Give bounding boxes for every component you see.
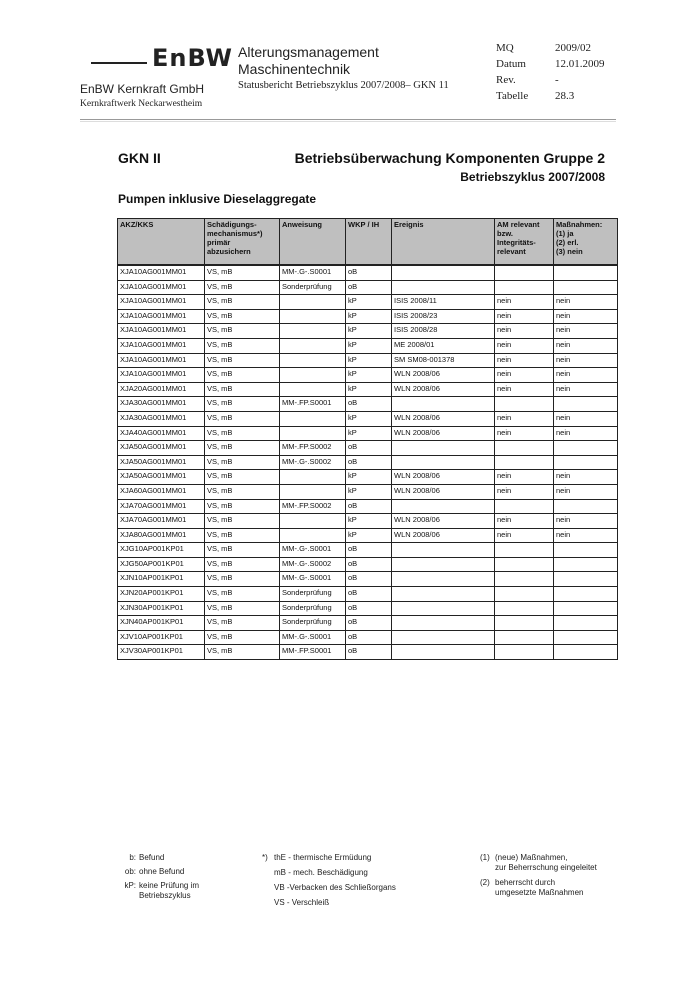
col-measures-cell: nein	[554, 514, 618, 529]
col-instruction-cell	[280, 353, 346, 368]
legend-mechanism-key	[262, 898, 274, 908]
table-row	[118, 295, 618, 310]
col-mechanism-cell: VS, mB	[205, 557, 280, 572]
col-event-cell	[392, 557, 495, 572]
col-event-cell	[392, 441, 495, 456]
col-instruction-cell: Sonderprüfung	[280, 601, 346, 616]
header-divider-light	[80, 121, 616, 122]
section-heading: Pumpen inklusive Dieselaggregate	[118, 192, 317, 206]
col-event-cell: WLN 2008/06	[392, 382, 495, 397]
table-row	[118, 484, 618, 499]
col-am-relevant-cell	[495, 572, 554, 587]
meta-key: Tabelle	[496, 90, 529, 102]
col-measures-cell: nein	[554, 382, 618, 397]
col-instruction-cell	[280, 484, 346, 499]
col-am-relevant-cell	[495, 601, 554, 616]
col-instruction-header: Anweisung	[280, 219, 346, 266]
col-akz-kks-cell: XJN10AP001KP01	[118, 572, 205, 587]
col-am-relevant-cell	[495, 630, 554, 645]
col-am-relevant-cell: nein	[495, 295, 554, 310]
col-measures-cell: nein	[554, 411, 618, 426]
col-event-cell	[392, 265, 495, 280]
col-instruction-cell	[280, 514, 346, 529]
legend-measures-item	[480, 878, 597, 898]
legend-status	[118, 853, 199, 905]
plant-name: Kernkraftwerk Neckarwestheim	[80, 99, 203, 109]
table-row	[118, 353, 618, 368]
col-akz-kks-cell: XJA70AG001MM01	[118, 499, 205, 514]
col-wkp-ih-cell: kP	[346, 484, 392, 499]
col-mechanism-cell: VS, mB	[205, 353, 280, 368]
col-am-relevant-cell: nein	[495, 382, 554, 397]
col-akz-kks-cell: XJA30AG001MM01	[118, 397, 205, 412]
col-measures-cell: nein	[554, 324, 618, 339]
col-measures-cell	[554, 265, 618, 280]
col-akz-kks-cell: XJA10AG001MM01	[118, 368, 205, 383]
meta-value: 12.01.2009	[555, 58, 605, 70]
table-row	[118, 368, 618, 383]
col-wkp-ih-cell: kP	[346, 309, 392, 324]
legend-measures-key: (1)	[480, 853, 490, 862]
enbw-logo: EnBW	[152, 44, 233, 72]
legend-measures-text: (neue) Maßnahmen, zur Beherrschung eingeleitet	[495, 853, 597, 872]
col-event-cell: WLN 2008/06	[392, 514, 495, 529]
table-row	[118, 265, 618, 280]
col-wkp-ih-header: WKP / IH	[346, 219, 392, 266]
company-name: EnBW Kernkraft GmbH	[80, 82, 205, 96]
col-event-cell	[392, 543, 495, 558]
meta-row	[496, 58, 605, 74]
meta-row	[496, 90, 605, 106]
legend-mechanism-text: thE - thermische Ermüdung	[274, 853, 372, 862]
col-measures-cell	[554, 645, 618, 660]
col-measures-cell	[554, 557, 618, 572]
col-wkp-ih-cell: kP	[346, 353, 392, 368]
col-mechanism-cell: VS, mB	[205, 528, 280, 543]
col-measures-cell	[554, 543, 618, 558]
col-instruction-cell: MM-.G-.S0002	[280, 455, 346, 470]
col-am-relevant-cell: nein	[495, 411, 554, 426]
col-wkp-ih-cell: kP	[346, 411, 392, 426]
col-mechanism-cell: VS, mB	[205, 368, 280, 383]
col-mechanism-cell: VS, mB	[205, 587, 280, 602]
col-wkp-ih-cell: oB	[346, 397, 392, 412]
col-am-relevant-cell: nein	[495, 528, 554, 543]
meta-key: MQ	[496, 42, 514, 54]
header-title-line3: Statusbericht Betriebszyklus 2007/2008– GKN 11	[238, 80, 449, 91]
col-measures-cell: nein	[554, 470, 618, 485]
legend-mechanism-text: mB - mech. Beschädigung	[274, 868, 368, 877]
col-event-cell	[392, 601, 495, 616]
col-wkp-ih-cell: kP	[346, 295, 392, 310]
col-wkp-ih-cell: oB	[346, 441, 392, 456]
col-event-cell	[392, 397, 495, 412]
meta-key: Rev.	[496, 74, 516, 86]
col-wkp-ih-cell: oB	[346, 265, 392, 280]
legend-measures-key: (2)	[480, 878, 490, 887]
col-am-relevant-cell: nein	[495, 470, 554, 485]
header-title-line1: Alterungsmanagement	[238, 44, 379, 60]
col-akz-kks-cell: XJA70AG001MM01	[118, 514, 205, 529]
col-event-cell: WLN 2008/06	[392, 470, 495, 485]
col-wkp-ih-cell: oB	[346, 280, 392, 295]
col-mechanism-header: Schädigungs- mechanismus*) primär abzusichern	[205, 219, 280, 266]
col-mechanism-cell: VS, mB	[205, 499, 280, 514]
col-am-relevant-cell	[495, 645, 554, 660]
col-measures-cell: nein	[554, 309, 618, 324]
col-instruction-cell: MM-.G-.S0001	[280, 572, 346, 587]
col-measures-cell	[554, 601, 618, 616]
col-instruction-cell: MM-.FP.S0001	[280, 645, 346, 660]
col-instruction-cell: Sonderprüfung	[280, 616, 346, 631]
col-instruction-cell	[280, 295, 346, 310]
col-am-relevant-cell: nein	[495, 338, 554, 353]
legend-mechanism-item	[262, 883, 396, 893]
col-akz-kks-cell: XJN20AP001KP01	[118, 587, 205, 602]
col-mechanism-cell: VS, mB	[205, 295, 280, 310]
col-wkp-ih-cell: oB	[346, 572, 392, 587]
col-mechanism-cell: VS, mB	[205, 324, 280, 339]
col-wkp-ih-cell: kP	[346, 470, 392, 485]
col-measures-cell	[554, 441, 618, 456]
col-measures-cell	[554, 499, 618, 514]
col-wkp-ih-cell: kP	[346, 514, 392, 529]
table-row	[118, 397, 618, 412]
table-row	[118, 499, 618, 514]
col-instruction-cell: MM-.G-.S0001	[280, 630, 346, 645]
col-akz-kks-cell: XJA10AG001MM01	[118, 280, 205, 295]
table-row	[118, 280, 618, 295]
col-instruction-cell: MM-.G-.S0001	[280, 543, 346, 558]
col-akz-kks-cell: XJA50AG001MM01	[118, 470, 205, 485]
table-row	[118, 645, 618, 660]
legend-mechanism-text: VS - Verschleiß	[274, 898, 330, 907]
legend-mechanism-item	[262, 868, 396, 878]
document-meta	[496, 42, 605, 106]
header-divider	[80, 119, 616, 120]
col-measures-cell	[554, 630, 618, 645]
col-event-cell	[392, 630, 495, 645]
table-row	[118, 470, 618, 485]
col-wkp-ih-cell: oB	[346, 645, 392, 660]
table-row	[118, 601, 618, 616]
table-header-row	[118, 219, 618, 266]
col-wkp-ih-cell: oB	[346, 587, 392, 602]
legend-measures-text: beherrscht durch umgesetzte Maßnahmen	[495, 878, 584, 897]
col-akz-kks-cell: XJA40AG001MM01	[118, 426, 205, 441]
col-instruction-cell	[280, 309, 346, 324]
col-measures-cell	[554, 616, 618, 631]
components-table	[117, 218, 618, 660]
col-wkp-ih-cell: kP	[346, 324, 392, 339]
table-row	[118, 587, 618, 602]
col-akz-kks-cell: XJA80AG001MM01	[118, 528, 205, 543]
table-row	[118, 543, 618, 558]
col-event-cell: WLN 2008/06	[392, 484, 495, 499]
legend-status-key: b:	[129, 853, 136, 862]
meta-value: 2009/02	[555, 42, 592, 54]
col-event-cell	[392, 645, 495, 660]
col-mechanism-cell: VS, mB	[205, 397, 280, 412]
col-measures-cell: nein	[554, 426, 618, 441]
meta-row	[496, 74, 605, 90]
col-mechanism-cell: VS, mB	[205, 484, 280, 499]
col-instruction-cell: Sonderprüfung	[280, 280, 346, 295]
col-am-relevant-cell	[495, 265, 554, 280]
col-instruction-cell: Sonderprüfung	[280, 587, 346, 602]
col-measures-cell: nein	[554, 484, 618, 499]
table-row	[118, 514, 618, 529]
col-event-cell	[392, 616, 495, 631]
col-measures-header: Maßnahmen: (1) ja (2) erl. (3) nein	[554, 219, 618, 266]
col-wkp-ih-cell: kP	[346, 382, 392, 397]
logo-line	[91, 62, 147, 64]
legend-mechanism-key	[262, 868, 274, 878]
page-subtitle: Betriebszyklus 2007/2008	[460, 170, 605, 184]
col-measures-cell: nein	[554, 353, 618, 368]
col-akz-kks-cell: XJA20AG001MM01	[118, 382, 205, 397]
col-instruction-cell	[280, 338, 346, 353]
col-event-header: Ereignis	[392, 219, 495, 266]
col-mechanism-cell: VS, mB	[205, 455, 280, 470]
legend-status-text: keine Prüfung im Betriebszyklus	[139, 881, 200, 900]
col-am-relevant-cell: nein	[495, 368, 554, 383]
unit-label: GKN II	[118, 150, 161, 166]
table-row	[118, 630, 618, 645]
col-mechanism-cell: VS, mB	[205, 470, 280, 485]
col-event-cell: SM SM08-001378	[392, 353, 495, 368]
col-am-relevant-cell: nein	[495, 514, 554, 529]
legend-mechanism-key	[262, 883, 274, 893]
col-am-relevant-cell	[495, 543, 554, 558]
col-event-cell	[392, 280, 495, 295]
col-event-cell: ISIS 2008/23	[392, 309, 495, 324]
col-akz-kks-cell: XJA10AG001MM01	[118, 338, 205, 353]
col-wkp-ih-cell: kP	[346, 368, 392, 383]
legend-status-text: ohne Befund	[139, 867, 185, 876]
col-akz-kks-cell: XJG50AP001KP01	[118, 557, 205, 572]
col-mechanism-cell: VS, mB	[205, 616, 280, 631]
col-mechanism-cell: VS, mB	[205, 630, 280, 645]
col-measures-cell	[554, 280, 618, 295]
col-am-relevant-cell	[495, 280, 554, 295]
col-mechanism-cell: VS, mB	[205, 514, 280, 529]
table-row	[118, 309, 618, 324]
meta-value: 28.3	[555, 90, 575, 102]
legend-mechanism-item	[262, 898, 396, 908]
col-event-cell: ME 2008/01	[392, 338, 495, 353]
col-am-relevant-header: AM relevant bzw. Integritäts- relevant	[495, 219, 554, 266]
col-event-cell: WLN 2008/06	[392, 368, 495, 383]
table-row	[118, 572, 618, 587]
col-am-relevant-cell: nein	[495, 353, 554, 368]
col-akz-kks-cell: XJV10AP001KP01	[118, 630, 205, 645]
meta-row	[496, 42, 605, 58]
col-akz-kks-cell: XJA10AG001MM01	[118, 265, 205, 280]
table-row	[118, 338, 618, 353]
legend-mechanism-text: VB -Verbacken des Schließorgans	[274, 883, 396, 892]
legend-status-key: ob:	[124, 867, 136, 876]
col-am-relevant-cell	[495, 455, 554, 470]
col-mechanism-cell: VS, mB	[205, 645, 280, 660]
col-am-relevant-cell	[495, 397, 554, 412]
col-am-relevant-cell	[495, 499, 554, 514]
col-instruction-cell	[280, 426, 346, 441]
col-akz-kks-header: AKZ/KKS	[118, 219, 205, 266]
col-instruction-cell	[280, 411, 346, 426]
col-akz-kks-cell: XJG10AP001KP01	[118, 543, 205, 558]
col-mechanism-cell: VS, mB	[205, 426, 280, 441]
col-akz-kks-cell: XJN40AP001KP01	[118, 616, 205, 631]
legend-status-text: Befund	[139, 853, 165, 862]
col-wkp-ih-cell: oB	[346, 455, 392, 470]
col-instruction-cell	[280, 470, 346, 485]
legend-status-item	[118, 867, 199, 877]
legend-measures	[480, 853, 597, 903]
col-mechanism-cell: VS, mB	[205, 309, 280, 324]
table-row	[118, 426, 618, 441]
legend-mechanism-item	[262, 853, 396, 863]
col-mechanism-cell: VS, mB	[205, 338, 280, 353]
col-measures-cell: nein	[554, 528, 618, 543]
col-measures-cell	[554, 572, 618, 587]
col-event-cell: WLN 2008/06	[392, 426, 495, 441]
col-measures-cell: nein	[554, 338, 618, 353]
col-wkp-ih-cell: kP	[346, 528, 392, 543]
col-am-relevant-cell	[495, 441, 554, 456]
col-akz-kks-cell: XJN30AP001KP01	[118, 601, 205, 616]
col-akz-kks-cell: XJA60AG001MM01	[118, 484, 205, 499]
col-mechanism-cell: VS, mB	[205, 382, 280, 397]
table-row	[118, 382, 618, 397]
legend-status-key: kP:	[124, 881, 136, 890]
col-instruction-cell: MM-.FP.S0002	[280, 441, 346, 456]
legend-status-item	[118, 853, 199, 863]
col-measures-cell: nein	[554, 295, 618, 310]
col-akz-kks-cell: XJA50AG001MM01	[118, 455, 205, 470]
meta-key: Datum	[496, 58, 526, 70]
col-instruction-cell: MM-.FP.S0002	[280, 499, 346, 514]
col-event-cell	[392, 455, 495, 470]
table-row	[118, 324, 618, 339]
col-instruction-cell	[280, 528, 346, 543]
col-mechanism-cell: VS, mB	[205, 601, 280, 616]
legend-mechanism-key: *)	[262, 853, 268, 862]
col-mechanism-cell: VS, mB	[205, 441, 280, 456]
col-wkp-ih-cell: kP	[346, 338, 392, 353]
col-am-relevant-cell: nein	[495, 484, 554, 499]
col-event-cell: WLN 2008/06	[392, 528, 495, 543]
col-mechanism-cell: VS, mB	[205, 265, 280, 280]
col-wkp-ih-cell: oB	[346, 499, 392, 514]
col-wkp-ih-cell: oB	[346, 557, 392, 572]
col-wkp-ih-cell: oB	[346, 601, 392, 616]
col-measures-cell	[554, 587, 618, 602]
col-event-cell	[392, 499, 495, 514]
col-instruction-cell: MM-.FP.S0001	[280, 397, 346, 412]
col-measures-cell	[554, 455, 618, 470]
col-instruction-cell: MM-.G-.S0002	[280, 557, 346, 572]
legend-mechanism	[262, 853, 396, 913]
col-wkp-ih-cell: oB	[346, 543, 392, 558]
col-event-cell: ISIS 2008/11	[392, 295, 495, 310]
col-akz-kks-cell: XJA50AG001MM01	[118, 441, 205, 456]
col-event-cell	[392, 587, 495, 602]
document-header	[80, 38, 616, 120]
col-am-relevant-cell	[495, 587, 554, 602]
meta-value: -	[555, 74, 559, 86]
col-am-relevant-cell: nein	[495, 426, 554, 441]
col-wkp-ih-cell: oB	[346, 630, 392, 645]
col-event-cell	[392, 572, 495, 587]
col-event-cell: ISIS 2008/28	[392, 324, 495, 339]
col-akz-kks-cell: XJA10AG001MM01	[118, 309, 205, 324]
col-measures-cell	[554, 397, 618, 412]
col-instruction-cell	[280, 382, 346, 397]
col-mechanism-cell: VS, mB	[205, 543, 280, 558]
col-akz-kks-cell: XJA30AG001MM01	[118, 411, 205, 426]
col-am-relevant-cell: nein	[495, 309, 554, 324]
table-row	[118, 557, 618, 572]
table-row	[118, 455, 618, 470]
col-mechanism-cell: VS, mB	[205, 411, 280, 426]
page-title: Betriebsüberwachung Komponenten Gruppe 2	[294, 150, 605, 166]
legend-status-item	[118, 881, 199, 901]
table-row	[118, 616, 618, 631]
col-event-cell: WLN 2008/06	[392, 411, 495, 426]
col-instruction-cell	[280, 324, 346, 339]
col-measures-cell: nein	[554, 368, 618, 383]
col-am-relevant-cell	[495, 616, 554, 631]
col-am-relevant-cell: nein	[495, 324, 554, 339]
col-am-relevant-cell	[495, 557, 554, 572]
col-wkp-ih-cell: oB	[346, 616, 392, 631]
col-mechanism-cell: VS, mB	[205, 572, 280, 587]
col-akz-kks-cell: XJV30AP001KP01	[118, 645, 205, 660]
col-instruction-cell	[280, 368, 346, 383]
table-row	[118, 411, 618, 426]
table-row	[118, 528, 618, 543]
col-instruction-cell: MM-.G-.S0001	[280, 265, 346, 280]
col-akz-kks-cell: XJA10AG001MM01	[118, 353, 205, 368]
col-wkp-ih-cell: kP	[346, 426, 392, 441]
col-akz-kks-cell: XJA10AG001MM01	[118, 324, 205, 339]
table-row	[118, 441, 618, 456]
header-title-line2: Maschinentechnik	[238, 61, 351, 77]
col-mechanism-cell: VS, mB	[205, 280, 280, 295]
col-akz-kks-cell: XJA10AG001MM01	[118, 295, 205, 310]
legend-measures-item	[480, 853, 597, 873]
